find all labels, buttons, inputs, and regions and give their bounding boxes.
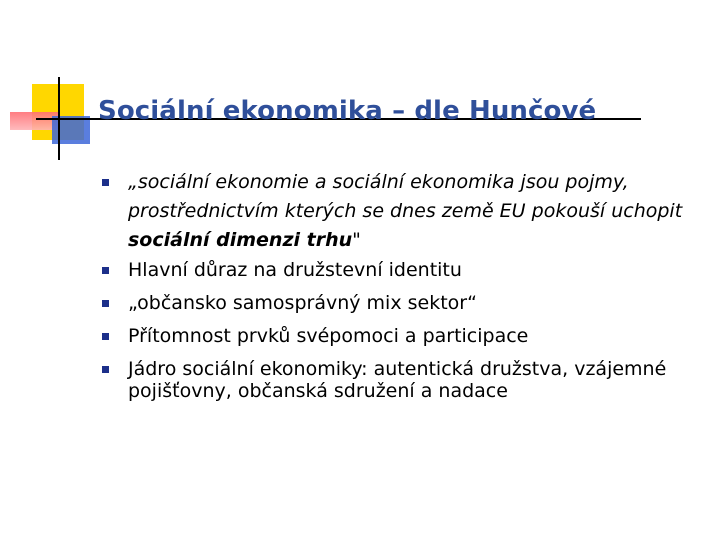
- list-item: [100, 259, 700, 281]
- list-item: [100, 325, 700, 347]
- bullet-list: [100, 168, 700, 413]
- slide-decoration-logo: [0, 0, 110, 170]
- list-item-text: „občansko samosprávný mix sektor“: [128, 292, 477, 314]
- square-bullet-icon: [102, 267, 109, 274]
- square-bullet-icon: [102, 333, 109, 340]
- slide-title: Sociální ekonomika – dle Hunčové: [98, 96, 597, 126]
- quote-text: „sociální ekonomie a sociální ekonomika jsou pojmy, prostřednictvím kterých se dnes země EU pokouší uchopit: [128, 171, 683, 222]
- list-item: [100, 358, 700, 402]
- square-bullet-icon: [102, 300, 109, 307]
- list-item: [100, 168, 700, 255]
- quote-close: ": [352, 229, 361, 251]
- list-item-text: Jádro sociální ekonomiky: autentická družstva, vzájemné pojišťovny, občanská sdružení a nadace: [128, 358, 667, 402]
- list-item-text: Přítomnost prvků svépomoci a participace: [128, 325, 529, 347]
- square-bullet-icon: [102, 179, 109, 186]
- red-bar-shape: [10, 112, 58, 130]
- square-bullet-icon: [102, 366, 109, 373]
- list-item-text: Hlavní důraz na družstevní identitu: [128, 259, 462, 281]
- list-item: [100, 292, 700, 314]
- quote-emphasis: sociální dimenzi trhu: [128, 229, 353, 251]
